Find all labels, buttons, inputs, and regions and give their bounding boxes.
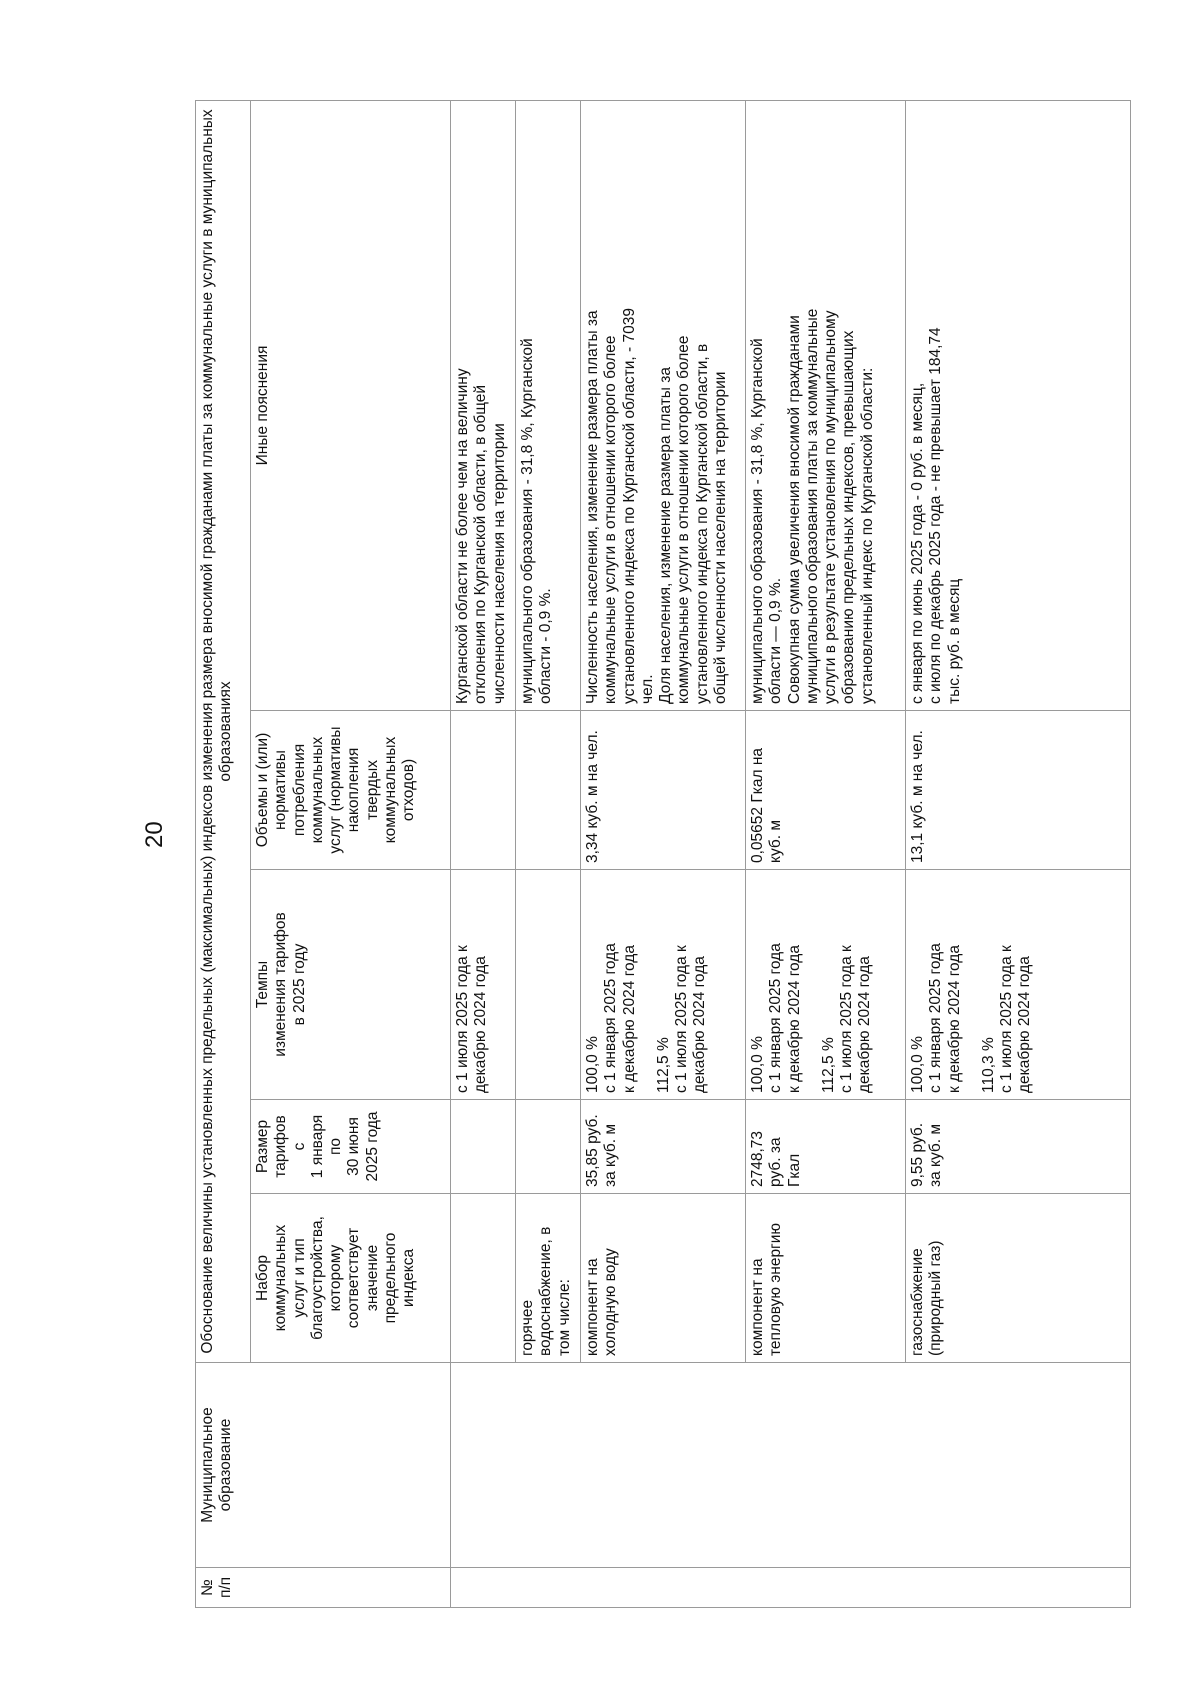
rate-period-2: 110,3 % с 1 июля 2025 года к декабрю 2024 года bbox=[979, 945, 1034, 1093]
cell-tariff bbox=[516, 1100, 581, 1194]
cell-note: Курганской области не более чем на величину отклонения по Курганской области, в общей численности населения на территории bbox=[451, 100, 516, 710]
table-title: Обоснование величины установленных предельных (максимальных) индексов изменения размера вносимой гражданами платы за коммунальные услуги в муниципальных образованиях bbox=[196, 100, 251, 1362]
rate-period-1: 100,0 % с 1 января 2025 года к декабрю 2024 года bbox=[584, 943, 638, 1093]
cell-tariff: 35,85 руб. за куб. м bbox=[581, 1100, 746, 1194]
header-tariff: Размер тарифов с 1 января по 30 июня 2025 года bbox=[251, 1100, 451, 1194]
cell-note: Численность населения, изменение размера платы за коммунальные услуги в отношении которого более установленного индекса по Курганской области, - 7039 чел. Доля населения, изменение размера платы за коммунальные услуги в отношении которого более установленного индекса по Курганской области, в общей численности населения на территории bbox=[581, 100, 746, 710]
cell-service: компонент на холодную воду bbox=[581, 1194, 746, 1363]
cell-service: газоснабжение (природный газ) bbox=[906, 1194, 1131, 1363]
rotated-table-wrapper bbox=[195, 101, 1130, 1608]
cell-volume bbox=[451, 711, 516, 870]
cell-service bbox=[451, 1194, 516, 1363]
cell-num bbox=[451, 1568, 1131, 1608]
cell-tariff: 9,55 руб. за куб. м bbox=[906, 1100, 1131, 1194]
rate-period-1: 100,0 % с 1 января 2025 года к декабрю 2024 года bbox=[749, 943, 803, 1093]
cell-volume bbox=[516, 711, 581, 870]
rate-period-2: 112,5 % с 1 июля 2025 года к декабрю 2024 года bbox=[654, 945, 709, 1093]
cell-rates bbox=[746, 870, 906, 1100]
cell-volume: 0,05652 Гкал на куб. м bbox=[746, 711, 906, 870]
rate-period-1: с 1 июля 2025 года к декабрю 2024 года bbox=[454, 945, 490, 1093]
header-municipality: Муниципальное образование bbox=[196, 1363, 451, 1568]
cell-rates bbox=[516, 870, 581, 1100]
header-volumes: Объемы и (или) нормативы потребления коммунальных услуг (нормативы накопления твердых коммунальных отходов) bbox=[251, 711, 451, 870]
cell-rates bbox=[451, 870, 516, 1100]
header-notes: Иные пояснения bbox=[251, 100, 451, 710]
cell-municipality bbox=[451, 1363, 1131, 1568]
rate-period-1: 100,0 % с 1 января 2025 года к декабрю 2024 года bbox=[909, 943, 963, 1093]
cell-service: компонент на тепловую энергию bbox=[746, 1194, 906, 1363]
rate-period-2: 112,5 % с 1 июля 2025 года к декабрю 2024 года bbox=[819, 945, 874, 1093]
justification-table bbox=[195, 100, 1131, 1608]
cell-tariff: 2748,73 руб. за Гкал bbox=[746, 1100, 906, 1194]
cell-volume: 13,1 куб. м на чел. bbox=[906, 711, 1131, 870]
table-row bbox=[451, 100, 516, 1607]
cell-rates bbox=[906, 870, 1131, 1100]
header-rates: Темпы изменения тарифов в 2025 году bbox=[251, 870, 451, 1100]
cell-tariff bbox=[451, 1100, 516, 1194]
header-num: № п/п bbox=[196, 1568, 451, 1608]
table-title-row bbox=[196, 100, 251, 1607]
page-number: 20 bbox=[141, 821, 168, 848]
cell-volume: 3,34 куб. м на чел. bbox=[581, 711, 746, 870]
header-services: Набор коммунальных услуг и тип благоустройства, которому соответствует значение предельного индекса bbox=[251, 1194, 451, 1363]
cell-note: муниципального образования - 31,8 %, Курганской области - 0,9 %. bbox=[516, 100, 581, 710]
cell-note: с января по июнь 2025 года - 0 руб. в месяц, с июля по декабрь 2025 года - не превышает 184,74 тыс. руб. в месяц bbox=[906, 100, 1131, 710]
cell-note: муниципального образования - 31,8 %, Курганской области — 0,9 %. Совокупная сумма увеличения вносимой гражданами муниципального образования платы за коммунальные услуги в результате установления по муниципальному образованию предельных индексов, превышающих установленный индекс по Курганской области: bbox=[746, 100, 906, 710]
cell-service: горячее водоснабжение, в том числе: bbox=[516, 1194, 581, 1363]
cell-rates bbox=[581, 870, 746, 1100]
